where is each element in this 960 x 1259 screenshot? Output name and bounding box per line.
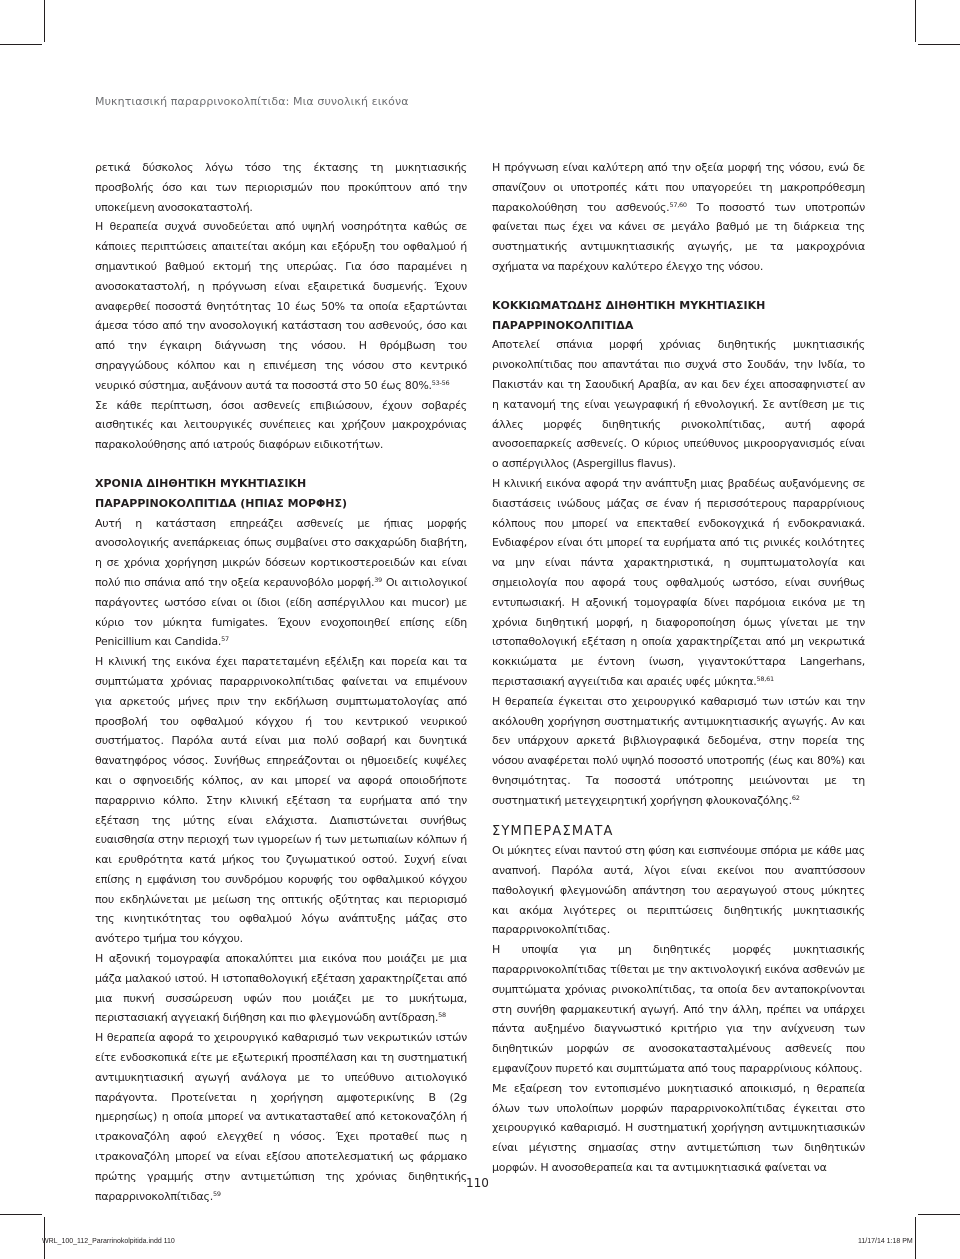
left-column xyxy=(95,158,467,1206)
crop-mark-top-left-vertical xyxy=(44,0,45,42)
paragraph xyxy=(95,1028,467,1206)
paragraph-text: Οι αιτιολογικοί παράγοντες ωστόσο είναι οι ίδιοι (είδη ασπέργιλλου και mucor) με κύριο τον μύκητα fumigates. Έχουν ενοχοποιηθεί επίσης είδη Penicillium και Candida. xyxy=(95,575,467,649)
section-heading: ΚΟΚΚΙΩΜΑΤΩΔΗΣ ΔΙΗΘΗΤΙΚΗ ΜΥΚΗΤΙΑΣΙΚΗ xyxy=(492,298,766,312)
paragraph-text: Η θεραπεία αφορά το χειρουργικό καθαρισμό των νεκρωτικών ιστών είτε ενδοσκοπικά είτε με εξωτερική προσπέλαση και τη συστηματική αντιμυκητιασική αγωγή ανάλογα με το υπεύθυνο αιτιολογικό παράγοντα. Προτείνεται η χορήγηση αμφοτερικίνης B (2g ημερησίως) η οποία μπορεί να αντικατασταθεί από κετοκοναζόλη ή ιτρακοναζόλη αφού ελεγχθεί η νόσος. Έχει προταθεί πως η ιτρακοναζόλη μπορεί να είναι εξίσου αποτελεσματική ως φάρμακο πρώτης γραμμής στην αντιμετώπιση της χρόνιας διηθητικής παραρρινοκολπίτιδας. xyxy=(95,1031,467,1203)
crop-mark-bottom-left xyxy=(0,1214,42,1215)
crop-mark-bottom-right-vertical xyxy=(915,1217,916,1259)
citation-ref: 58 xyxy=(438,1011,446,1020)
paragraph: Η κλινική της εικόνα έχει παρατεταμένη εξέλιξη και πορεία και τα συμπτώματα χρόνιας παραρρινοκολπίτιδας φαίνεται να επιμένουν για αρκετούς μήνες πριν την εκδήλωση συμπτωματολογίας από προσβολή του οφθαλμού κόγχου ή του κεντρικού νευρικού συστήματος. Παρόλα αυτά είναι μια πολύ σοβαρή και δυνητικά θανατηφόρος νόσος. Συνήθως επηρεάζονται οι ηθμοειδείς κυψέλες και ο σφηνοειδής κόλπος, αν και μπορεί να αφορά οποιοδήποτε παραρρινιο κόλπο. Στην κλινική εξέταση τα ευρήματα από την εξέταση της μύτης είναι ελάχιστα. Διαπιστώνεται συνήθως ευαισθησία στην περιοχή των ιγμορείων ή των μετωπιαίων κόλπων ή και ερυθρότητα κατά μήκος του ζυγωματικού οστού. Συχνή είναι επίσης η εμφάνιση του συνδρόμου κορυφής του οφθαλμικού κόγχου που εκδηλώνεται με μείωση της οπτικής οξύτητας και περιορισμό της κινητικότητας του οφθαλμού λόγω ανάπτυξης μάζας στο ανότερο τμήμα του κόγχου. xyxy=(95,655,467,946)
paragraph xyxy=(95,514,467,653)
citation-ref: 57,60 xyxy=(669,200,687,209)
section-heading: ΠΑΡΑΡΡΙΝΟΚΟΛΠΙΤΙΔΑ xyxy=(492,318,634,332)
citation-ref: 59 xyxy=(213,1189,221,1198)
spacer xyxy=(95,455,467,474)
paragraph: Αποτελεί σπάνια μορφή χρόνιας διηθητικής μυκητιασικής ρινοκολπίτιδας που απαντάται πιο συχνά στο Σουδάν, την Ινδία, το Πακιστάν και τη Σαουδική Αραβία, αν και δεν έχει αποσαφηνιστεί αν η κατανομή της είναι γεωγραφική ή εθνολογική. Σε αντίθεση με τις άλλες μορφές διηθητικής ρινοκολπίτιδας, αυτή αφορά ανοσοεπαρκείς ασθενείς. Ο κύριος υπεύθυνος μικροοργανισμός είναι ο ασπέργιλλος (Aspergillus flavus). xyxy=(492,338,865,471)
section-heading: ΠΑΡΑΡΡΙΝΟΚΟΛΠΙΤΙΔΑ (ΗΠΙΑΣ ΜΟΡΦΗΣ) xyxy=(95,496,348,510)
paragraph-text: Η θεραπεία έγκειται στο χειρουργικό καθαρισμό των ιστών και την ακόλουθη χορήγηση συστηματικής αντιμυκητιασικής αγωγής. Αν και δεν υπάρχουν αρκετά βιβλιογραφικά δεδομένα, στην πορεία της νόσου αναφέρεται πολύ υψηλό ποσοστό υποτροπής (έως και 80%) και θνησιμότητας. Τα ποσοστά υπότροπης μειώνονται με τη συστηματική μετεγχειρητική χορήγηση φλουκοναζόλης. xyxy=(492,694,865,807)
paragraph-text: Αυτή η κατάσταση επηρεάζει ασθενείς με ήπιας μορφής ανοσολογικής ανεπάρκειας όπως συμβαίνει στο σακχαρώδη διαβήτη, η σε χρόνια χορήγηση μικρών δόσεων κορτικοστεροειδών και είναι πολύ πιο σπάνια από την οξεία κεραυνοβόλο μορφή. xyxy=(95,516,467,589)
citation-ref: 53-56 xyxy=(431,378,450,387)
paragraph xyxy=(492,158,865,277)
paragraph-text: Η θεραπεία συχνά συνοδεύεται από υψηλή νοσηρότητα καθώς σε κάποιες περιπτώσεις απαιτείται ακόμη και εξόρυξη του οφθαλμού ή σημαντικού βαθμού εκτομή της υπερώας. Για όσο παραμένει η ανοσοκαταστολή, η πρόγνωση είναι εξαιρετικά δυσμενής. Έχουν αναφερθεί ποσοστά θνητότητας 10 έως 50% τα οποία εξαρτώνται άμεσα τόσο από την ανοσολογική κατάσταση του ασθενούς, όσο και από την έγκαιρη διάγνωση της νόσου. Η θρόμβωση του σηραγγώδους κόλπου και η επινέμεση της νόσου στο κεντρικό νευρικό σύστημα, αυξάνουν αυτά τα ποσοστά στο 50 έως 80%. xyxy=(95,220,467,392)
right-column xyxy=(492,158,865,1178)
paragraph xyxy=(95,217,467,395)
spacer xyxy=(492,277,865,296)
citation-ref: 58,61 xyxy=(756,674,774,683)
paragraph xyxy=(492,474,865,692)
paragraph: ρετικά δύσκολος λόγω τόσο της έκτασης τη μυκητιασικής προσβολής όσο και των περιορισμών που προκύπτουν από την υποκείμενη ανοσοκαταστολή. xyxy=(95,161,467,214)
paragraph xyxy=(492,692,865,811)
crop-mark-top-left xyxy=(0,44,42,45)
paragraph-text: Η πρόγνωση είναι καλύτερη από την οξεία μορφή της νόσου, ενώ δε σπανίζουν οι υποτροπές κάτι που υπαγορεύει τη μακροπρόθεσμη παρακολούθηση του ασθενούς. xyxy=(492,161,865,214)
citation-ref: 62 xyxy=(791,793,800,802)
paragraph: Οι μύκητες είναι παντού στη φύση και εισπνέουμε σπόρια με κάθε μας αναπνοή. Παρόλα αυτά, λίγοι είναι εκείνοι που αναπτύσσουν παθολογική φλεγμονώδη απάντηση του αεραγωγού στους μύκητες και ακόμα λιγότερες οι περιπτώσεις διηθητικής μυκητιασικής παραρρινοκολπίτιδας. xyxy=(492,844,865,937)
paragraph: Σε κάθε περίπτωση, όσοι ασθενείς επιβιώσουν, έχουν σοβαρές αισθητικές και λειτουργικές συνέπειες και χρήζουν μακροχρόνιας παρακολούθησης από ιατρούς διαφόρων ειδικοτήτων. xyxy=(95,398,467,452)
paragraph-text: Η αξονική τομογραφία αποκαλύπτει μια εικόνα που μοιάζει με μια μάζα μαλακού ιστού. Η ιστοπαθολογική εξέταση χαρακτηρίζεται από μια πυκνή συσσώρευση υφών που μοιάζει με το μυκήτωμα, περιστασιακή αγγειακή διήθηση και πιο φλεγμονώδη αντίδραση. xyxy=(95,952,467,1025)
page-number: 110 xyxy=(466,1176,489,1190)
paragraph: Η υποψία για μη διηθητικές μορφές μυκητιασικής παραρρινοκολπίτιδας τίθεται με την ακτινολογική εικόνα ασθενών με συμπτώματα χρόνιας ρινοκολπίτιδας, τα οποία δεν ανταποκρίνονται στη συνήθη φαρμακευτική αγωγή. Από την άλλη, πρέπει να υπάρχει πάντα αυξημένο διαγνωστικό κριτήριο για την ανίχνευση των διηθητικών μορφών σε ανοσοκατασταλμένους ασθενείς που εμφανίζουν πυρετό και συμπτώματα από τους παραρρίνιους κόλπους. xyxy=(492,943,865,1076)
paragraph-text: Η κλινική εικόνα αφορά την ανάπτυξη μιας βραδέως αυξανόμενης σε διαστάσεις ινώδους μάζας σε έναν ή περισσότερους παραρρίνιους κόλπους που μπορεί να επεκταθεί ενδοκογχικά ή ενδοκρανιακά. Ενδιαφέρον είναι ότι μπορεί τα ευρήματα από τις ρινικές κοιλότητες να μην είναι πάντα χαρακτηριστικά, η συμπτωματολογία και σημειολογία που αφορά τους οφθαλμούς ωστόσο, είναι συνήθως εντυπωσιακή. Η αξονική τομογραφία δίνει παρόμοια εικόνα με τη χρόνια διηθητική μορφή, η διαφοροποίηση όμως γίνεται με την ιστοπαθολογική εξέταση η οποία χαρακτηρίζεται από μη νεκρωτικά κοκκιώματα με έντονη ίνωση, γιγαντοκύτταρα Langerhans, περιστασιακή αγγειίτιδα και αραιές υφές μύκητα. xyxy=(492,476,865,688)
section-heading-conclusions: ΣΥΜΠΕΡΑΣΜΑΤΑ xyxy=(492,823,614,839)
paragraph: Με εξαίρεση τον εντοπισμένο μυκητιασικό αποικισμό, η θεραπεία όλων των υπολοίπων μορφών παραρρινοκολπίτιδας έγκειται στο χειρουργικό καθαρισμό. Η συστηματική χορήγηση αντιμυκητιασικών είναι μέγιστης σημασίας στην αντιμετώπιση των διηθητικών μορφών. Η ανοσοθεραπεία και τα αντιμυκητιασικά φαίνεται να xyxy=(492,1081,865,1175)
citation-ref: 57 xyxy=(221,635,229,644)
paragraph xyxy=(95,949,467,1028)
spacer xyxy=(492,811,865,822)
crop-mark-bottom-right xyxy=(918,1214,960,1215)
paragraph-text: Το ποσοστό των υποτροπών φαίνεται πως έχει να κάνει σε μεγάλο βαθμό με τη διάρκεια της συστηματικής αντιμυκητιασικής αγωγής, με τα μακροχρόνια σχήματα να παρέχουν καλύτερο έλεγχο της νόσου. xyxy=(492,200,865,273)
citation-ref: 39 xyxy=(374,575,383,584)
section-heading: ΧΡΟΝΙΑ ΔΙΗΘΗΤΙΚΗ ΜΥΚΗΤΙΑΣΙΚΗ xyxy=(95,476,307,490)
crop-mark-top-right-vertical xyxy=(915,0,916,42)
running-header: Μυκητιασική παραρρινοκολπίτιδα: Μια συνολική εικόνα xyxy=(95,95,409,108)
footer-timestamp: 11/17/14 1:18 PM xyxy=(858,1238,913,1245)
footer-file-name: WRL_100_112_Pararrinokolpitida.indd 110 xyxy=(42,1238,175,1245)
crop-mark-top-right xyxy=(918,44,960,45)
